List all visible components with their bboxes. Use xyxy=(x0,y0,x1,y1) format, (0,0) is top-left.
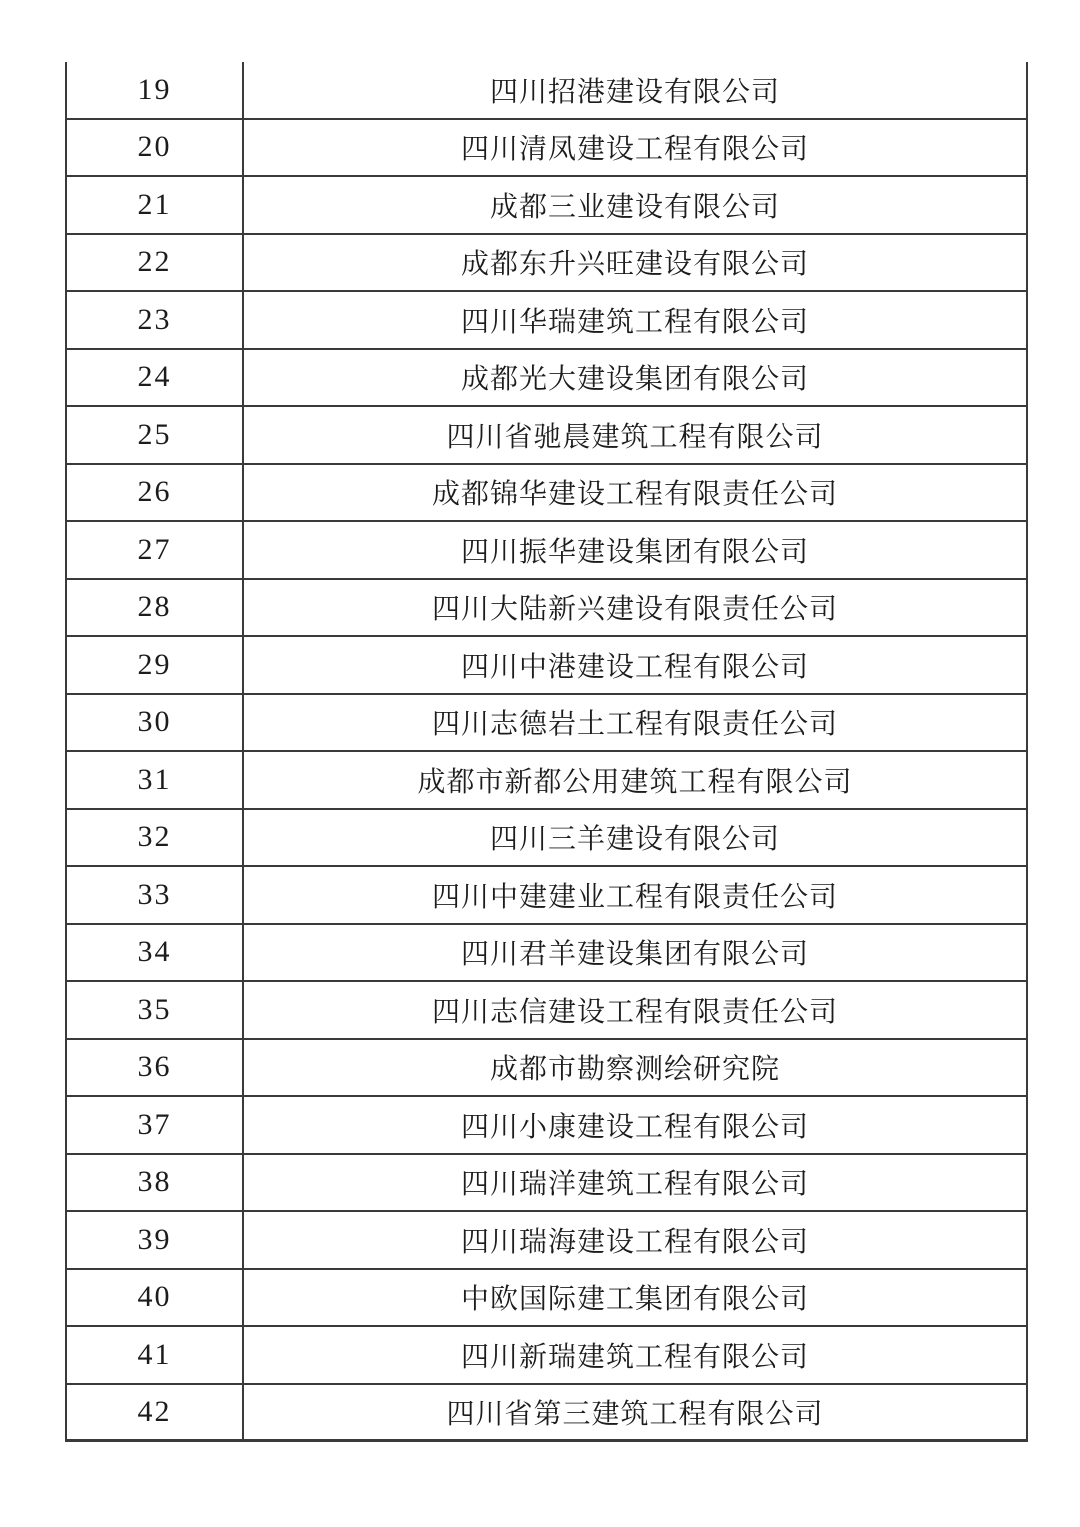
company-name-cell: 四川华瑞建筑工程有限公司 xyxy=(460,306,809,338)
row-number-cell: 24 xyxy=(67,350,244,406)
table-row xyxy=(67,1212,1026,1270)
company-name-cell: 四川志信建设工程有限责任公司 xyxy=(431,996,838,1028)
company-name-cell: 成都光大建设集团有限公司 xyxy=(460,364,809,396)
row-number-cell: 33 xyxy=(67,867,244,923)
company-name-cell: 四川瑞海建设工程有限公司 xyxy=(460,1226,809,1258)
company-name-cell: 中欧国际建工集团有限公司 xyxy=(460,1284,809,1316)
company-name-cell: 四川振华建设集团有限公司 xyxy=(460,536,809,568)
table-row xyxy=(67,1155,1026,1213)
company-name-cell: 四川三羊建设有限公司 xyxy=(489,824,780,856)
row-number-cell: 30 xyxy=(67,695,244,751)
row-number-cell: 22 xyxy=(67,235,244,291)
table-row xyxy=(67,522,1026,580)
table-row xyxy=(67,350,1026,408)
row-number-cell: 19 xyxy=(67,62,244,118)
row-number-cell: 34 xyxy=(67,925,244,981)
row-number-cell: 21 xyxy=(67,177,244,233)
row-number-cell: 35 xyxy=(67,982,244,1038)
company-name-cell: 四川招港建设有限公司 xyxy=(489,76,780,108)
table-row xyxy=(67,925,1026,983)
table-row xyxy=(67,1270,1026,1328)
table-row xyxy=(67,867,1026,925)
table-row xyxy=(67,580,1026,638)
row-number-cell: 39 xyxy=(67,1212,244,1268)
company-name-cell: 四川大陆新兴建设有限责任公司 xyxy=(431,594,838,626)
company-name-cell: 四川瑞洋建筑工程有限公司 xyxy=(460,1169,809,1201)
table-row xyxy=(67,1327,1026,1385)
table-row xyxy=(67,465,1026,523)
company-name-cell: 成都市勘察测绘研究院 xyxy=(489,1054,780,1086)
table-row xyxy=(67,982,1026,1040)
table-row xyxy=(67,1040,1026,1098)
company-name-cell: 四川新瑞建筑工程有限公司 xyxy=(460,1341,809,1373)
row-number-cell: 37 xyxy=(67,1097,244,1153)
row-number-cell: 32 xyxy=(67,810,244,866)
row-number-cell: 28 xyxy=(67,580,244,636)
row-number-cell: 29 xyxy=(67,637,244,693)
company-name-cell: 成都东升兴旺建设有限公司 xyxy=(460,249,809,281)
row-number-cell: 40 xyxy=(67,1270,244,1326)
row-number-cell: 36 xyxy=(67,1040,244,1096)
row-number-cell: 26 xyxy=(67,465,244,521)
table-row xyxy=(67,120,1026,178)
company-name-cell: 四川省第三建筑工程有限公司 xyxy=(446,1398,824,1430)
row-number-cell: 25 xyxy=(67,407,244,463)
table-row xyxy=(67,1385,1026,1443)
table-row xyxy=(67,235,1026,293)
company-name-cell: 成都市新都公用建筑工程有限公司 xyxy=(417,766,853,798)
row-number-cell: 20 xyxy=(67,120,244,176)
table-row xyxy=(67,177,1026,235)
company-name-cell: 四川志德岩土工程有限责任公司 xyxy=(431,709,838,741)
table-row xyxy=(67,810,1026,868)
company-name-cell: 四川中港建设工程有限公司 xyxy=(460,651,809,683)
row-number-cell: 31 xyxy=(67,752,244,808)
row-number-cell: 41 xyxy=(67,1327,244,1383)
table-row xyxy=(67,1097,1026,1155)
company-list-table xyxy=(65,62,1028,1442)
table-row xyxy=(67,407,1026,465)
table-row xyxy=(67,695,1026,753)
table-row xyxy=(67,292,1026,350)
company-name-cell: 四川清凤建设工程有限公司 xyxy=(460,134,809,166)
company-name-cell: 成都锦华建设工程有限责任公司 xyxy=(431,479,838,511)
company-name-cell: 四川省驰晨建筑工程有限公司 xyxy=(446,421,824,453)
company-name-cell: 四川君羊建设集团有限公司 xyxy=(460,939,809,971)
row-number-cell: 27 xyxy=(67,522,244,578)
company-name-cell: 成都三业建设有限公司 xyxy=(489,191,780,223)
table-row xyxy=(67,752,1026,810)
company-name-cell: 四川中建建业工程有限责任公司 xyxy=(431,881,838,913)
row-number-cell: 42 xyxy=(67,1385,244,1440)
row-number-cell: 23 xyxy=(67,292,244,348)
company-name-cell: 四川小康建设工程有限公司 xyxy=(460,1111,809,1143)
table-row xyxy=(67,637,1026,695)
row-number-cell: 38 xyxy=(67,1155,244,1211)
table-row xyxy=(67,62,1026,120)
